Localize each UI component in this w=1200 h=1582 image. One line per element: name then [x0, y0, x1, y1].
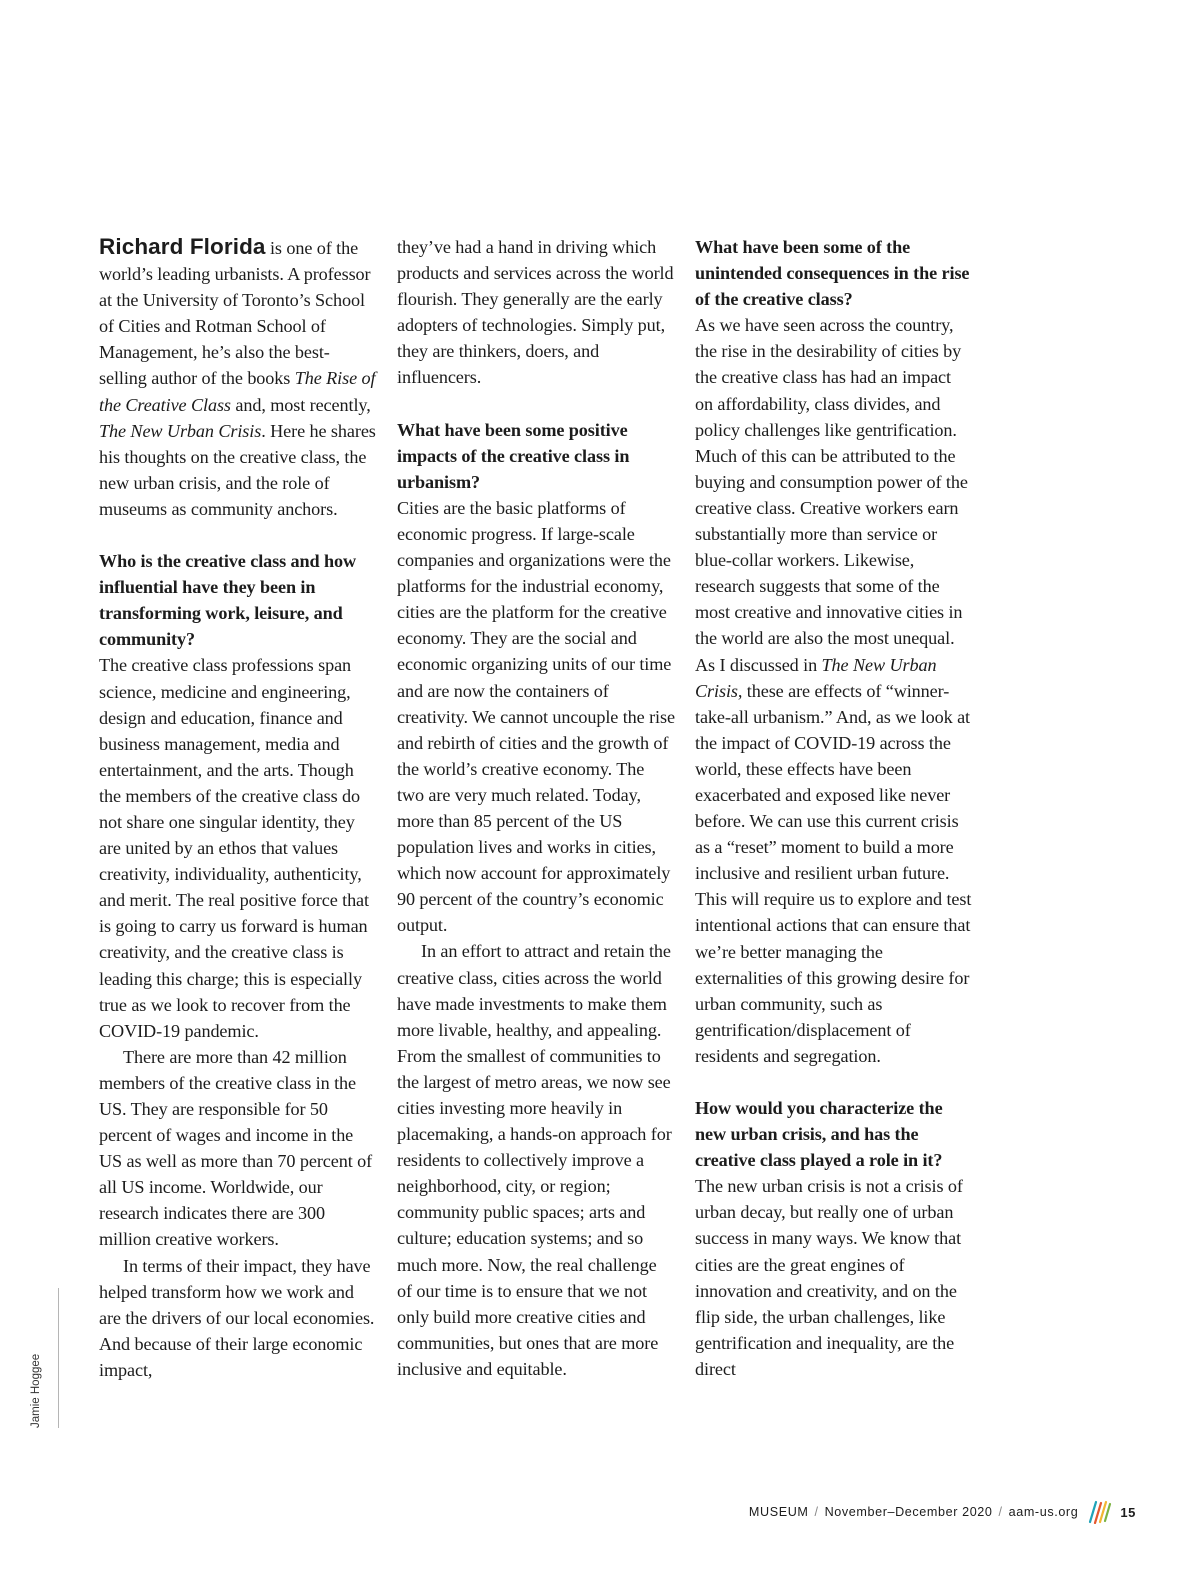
- book-title: The New Urban Crisis,: [695, 654, 937, 701]
- page-footer: [749, 1500, 1136, 1524]
- intro-text: and, most recently,: [230, 394, 371, 415]
- answer-paragraph: There are more than 42 million members of the creative class in the US. They are responsible for 50 percent of wages and income in the US as well as more than 70 percent of all US income. Worldwide, our research indicates there are 300 million creative workers.: [99, 1046, 373, 1250]
- answer-paragraph: Cities are the basic platforms of economic progress. If large-scale companies and organizations were the platforms for the industrial economy, cities are the platform for the creative economy. They are the social and economic organizing units of our time and are now the containers of creativity. We cannot uncouple the rise and rebirth of cities and the growth of the world’s creative economy. The two are very much related. Today, more than 85 percent of the US population lives and works in cities, which now account for approximately 90 percent of the country’s economic output.: [397, 497, 675, 936]
- intro-text: . Here he shares his thoughts on the creative class, the new urban crisis, and the role of museums as community anchors.: [99, 420, 376, 519]
- question-heading: What have been some positive impacts of the creative class in urbanism?: [397, 419, 630, 492]
- question-heading: How would you characterize the new urban crisis, and has the creative class played a role in it?: [695, 1098, 943, 1171]
- column-2: [397, 234, 675, 1382]
- answer-paragraph-continued: they’ve had a hand in driving which products and services across the world flourish. They generally are the early adopters of technologies. Simply put, they are thinkers, doers, and influencers.: [397, 237, 674, 388]
- footer-separator: /: [814, 1505, 819, 1519]
- photo-credit-text: Jamie Hoggee: [30, 1353, 42, 1428]
- answer-paragraph: In an effort to attract and retain the creative class, cities across the world have made investments to make them more livable, healthy, and appealing. From the smallest of communities to the largest of metro areas, we now see cities investing more heavily in placemaking, a hands-on approach for residents to collectively improve a neighborhood, city, or region; community public spaces; arts and culture; education systems; and so much more. Now, the real challenge of our time is to ensure that we not only build more creative cities and communities, but ones that are more inclusive and equitable.: [397, 941, 672, 1379]
- question-heading: What have been some of the unintended consequences in the rise of the creative class?: [695, 237, 970, 310]
- book-title: The New Urban Crisis: [99, 420, 262, 441]
- page-number: 15: [1120, 1504, 1136, 1520]
- magazine-name: MUSEUM: [748, 1505, 809, 1519]
- question-heading: Who is the creative class and how influential have they been in transforming work, leisure, and community?: [99, 551, 357, 650]
- answer-paragraph: [695, 312, 973, 1069]
- intro-text: is one of the world’s leading urbanists. A professor at the University of Toronto’s School of Cities and Rotman School of Management, he’s also the best-selling author of the books: [99, 238, 371, 389]
- footer-separator: /: [998, 1505, 1003, 1519]
- interviewee-name: Richard Florida: [99, 234, 266, 259]
- answer-text: these are effects of “winner-take-all urbanism.” And, as we look at the impact of COVID-19 across the world, these effects have been exacerbated and exposed like never before. We can use this current crisis as a “reset” moment to build a more inclusive and resilient urban future. This will require us to explore and test intentional actions that can ensure that we’re better managing the externalities of this growing desire for urban community, such as gentrification/displacement of residents and segregation.: [695, 680, 972, 1066]
- answer-paragraph: In terms of their impact, they have helped transform how we work and are the drivers of our local economies. And because of their large economic impact,: [99, 1255, 375, 1380]
- photo-credit: [18, 1288, 59, 1428]
- column-3: [695, 234, 973, 1382]
- answer-paragraph: The new urban crisis is not a crisis of urban decay, but really one of urban success in many ways. We know that cities are the great engines of innovation and creativity, and on the flip side, the urban challenges, like gentrification and inequality, are the direct: [695, 1176, 963, 1379]
- answer-text: As we have seen across the country, the rise in the desirability of cities by the creative class has had an impact on affordability, class divides, and policy challenges like gentrification. Much of this can be attributed to the buying and consumption power of the creative class. Creative workers earn substantially more than service or blue-collar workers. Likewise, research suggests that some of the most creative and innovative cities in the world are also the most unequal. As I discussed in: [695, 315, 968, 675]
- answer-paragraph: The creative class professions span science, medicine and engineering, design and education, finance and business management, media and entertainment, and the arts. Though the members of the creative class do not share one singular identity, they are united by an ethos that values creativity, individuality, authenticity, and merit. The real positive force that is going to carry us forward is human creativity, and the creative class is leading this charge; this is especially true as we look to recover from the COVID-19 pandemic.: [99, 655, 369, 1041]
- website-link[interactable]: aam-us.org: [1008, 1505, 1079, 1519]
- issue-date: November–December 2020: [824, 1505, 993, 1519]
- column-1: [99, 234, 377, 1383]
- book-title: The Rise of the Creative Class: [99, 368, 376, 415]
- aam-stripes-logo-icon: [1086, 1500, 1112, 1524]
- intro-paragraph: [99, 234, 377, 522]
